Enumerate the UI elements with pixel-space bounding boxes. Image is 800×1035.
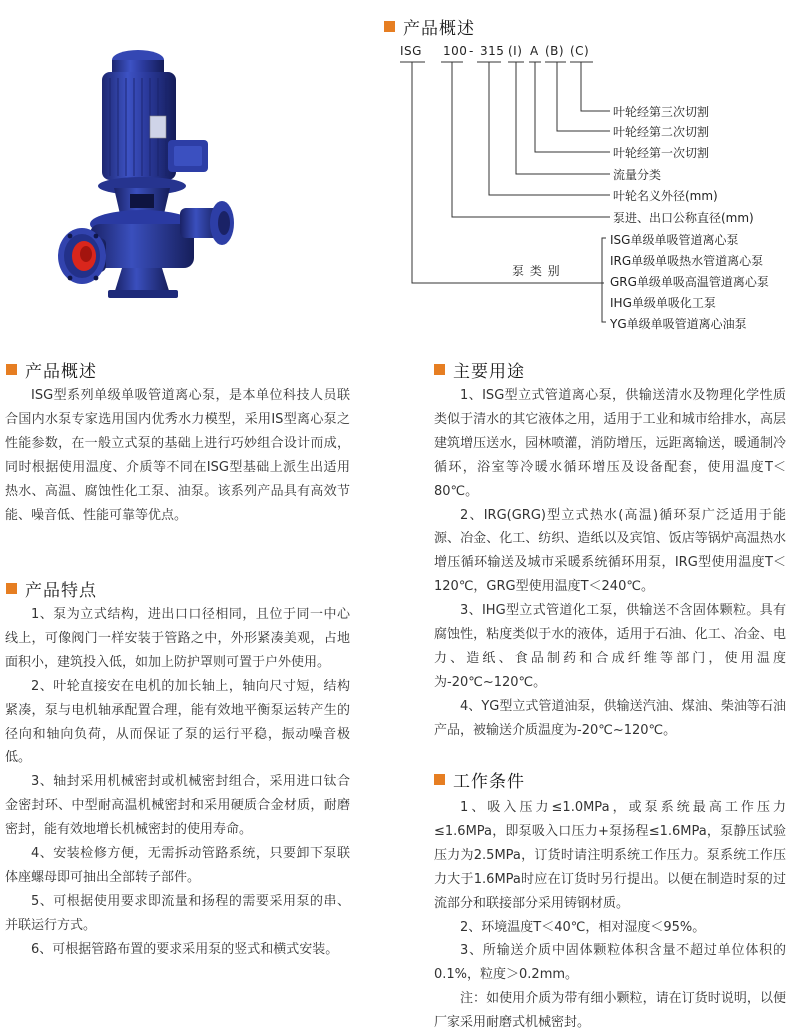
pump-image: [30, 38, 265, 318]
usage-item: 2、IRG(GRG)型立式热水(高温)循环泵广泛适用于能源、冶金、化工、纺织、造纸以及宾馆、饭店等锅炉高温热水增压循环输送及城市采暖系统循环用泵，IRG型使用温度T＜120℃，GRG型使用温度T＜240℃。: [434, 507, 786, 595]
feature-item: 5、可根据使用要求即流量和扬程的需要采用泵的串、并联运行方式。: [5, 893, 350, 933]
diagram-heading-text: 产品概述: [403, 19, 475, 39]
conditions-heading-text: 工作条件: [453, 772, 525, 792]
heading-marker-icon: [434, 364, 445, 375]
features-heading-text: 产品特点: [25, 581, 97, 601]
legend-cut2: 叶轮经第二次切割: [613, 125, 710, 139]
condition-item: 2、环境温度T＜40℃，相对湿度＜95%。: [460, 919, 706, 935]
code-cut1: A: [530, 44, 539, 58]
code-impeller: 315: [480, 44, 505, 58]
features-heading: [6, 576, 97, 601]
diagram-heading: [384, 14, 475, 39]
feature-item: 3、轴封采用机械密封或机械密封组合，采用进口钛合金密封环、中型耐高温机械密封和采用硬质合金材质，耐磨密封，能有效地增长机械密封的使用寿命。: [5, 774, 350, 838]
overview-heading-text: 产品概述: [25, 362, 97, 382]
legend-cut1: 叶轮经第一次切割: [613, 146, 710, 160]
code-dash: -: [469, 44, 474, 58]
legend-impeller: 叶轮名义外径(mm): [613, 189, 718, 203]
heading-marker-icon: [434, 774, 445, 785]
pump-illustration: [30, 38, 265, 318]
heading-marker-icon: [384, 21, 395, 32]
code-cut3: (C): [570, 44, 590, 58]
features-list: [5, 603, 350, 962]
feature-item: 1、泵为立式结构，进出口口径相同，且位于同一中心线上，可像阀门一样安装于管路之中，外形紧凑美观，占地面积小，建筑投入低，如加上防护罩则可置于户外使用。: [5, 607, 350, 670]
legend-flow: 流量分类: [613, 168, 662, 182]
overview-paragraph: ISG型系列单级单吸管道离心泵，是本单位科技人员联合国内水泵专家选用国内优秀水力模型，采用IS型离心泵之性能参数，在一般立式泵的基础上进行巧妙组合设计而成，同时根据使用温度、介质等不同在ISG型基础上派生出适用热水、高温、腐蚀性化工泵、油泵。该系列产品具有高效节能、噪音低、性能可靠等优点。: [5, 388, 350, 523]
usage-item: 4、YG型立式管道油泵，供输送汽油、煤油、柴油等石油产品，被输送介质温度为-20℃~120℃。: [434, 698, 786, 738]
feature-item: 2、叶轮直接安在电机的加长轴上，轴向尺寸短，结构紧凑，泵与电机轴承配置合理，能有效地平衡泵运转产生的径向和轴向负荷，从而保证了泵的运行平稳，振动噪音极低。: [5, 678, 350, 766]
pump-type-item: IHG单级单吸化工泵: [610, 296, 716, 310]
pump-type-item: GRG单级单吸高温管道离心泵: [610, 275, 769, 289]
code-flow: (I): [508, 44, 523, 58]
usage-item: 3、IHG型立式管道化工泵，供输送不含固体颗粒。具有腐蚀性，粘度类似于水的液体，适用于石油、化工、冶金、电力、造纸、食品制药和合成纤维等部门，使用温度为-20℃~120℃。: [434, 603, 786, 690]
legend-cut3: 叶轮经第三次切割: [613, 105, 710, 119]
legend-size: 泵进、出口公称直径(mm): [613, 211, 754, 225]
feature-item: 6、可根据管路布置的要求采用泵的竖式和横式安装。: [31, 941, 339, 957]
condition-item: 注：如使用介质为带有细小颗粒，请在订货时说明，以便厂家采用耐磨式机械密封。: [434, 991, 786, 1031]
code-size: 100: [443, 44, 468, 58]
code-isg: ISG: [400, 44, 422, 58]
heading-marker-icon: [6, 583, 17, 594]
pump-type-item: YG单级单吸管道离心油泵: [610, 317, 747, 331]
condition-item: 1、吸入压力≤1.0MPa，或泵系统最高工作压力≤1.6MPa，即泵吸入口压力+泵扬程≤1.6MPa，泵静压试验压力为2.5MPa，订货时请注明系统工作压力。泵系统工作压力大于1.6MPa时应在订货时另行提出。以便在制造时泵的过流部分和联接部分采用铸钢材质。: [434, 800, 786, 911]
condition-item: 3、所输送介质中固体颗粒体积含量不超过单位体积的0.1%，粒度＞0.2mm。: [434, 943, 786, 983]
usage-heading-text: 主要用途: [453, 362, 525, 382]
pump-type-item: ISG单级单吸管道离心泵: [610, 233, 739, 247]
feature-item: 4、安装检修方便，无需拆动管路系统，只要卸下泵联体座螺母即可抽出全部转子部件。: [5, 846, 350, 885]
pump-type-item: IRG单级单吸热水管道离心泵: [610, 254, 764, 268]
overview-heading: [6, 357, 97, 382]
pump-type-label: 泵 类 别: [512, 264, 561, 278]
usage-item: 1、ISG型立式管道离心泵，供输送清水及物理化学性质类似于清水的其它液体之用，适用于工业和城市给排水，高层建筑增压送水，园林喷灌，消防增压，远距离输送，暖通制冷循环，浴室等冷暖水循环增压及设备配套，使用温度T＜80℃。: [434, 388, 786, 499]
usage-list: [434, 384, 786, 743]
heading-marker-icon: [6, 364, 17, 375]
conditions-heading: [434, 767, 525, 792]
model-code: [400, 44, 610, 60]
code-cut2: (B): [545, 44, 565, 58]
overview-text: [5, 384, 350, 527]
usage-heading: [434, 357, 525, 382]
conditions-list: [434, 796, 786, 1035]
